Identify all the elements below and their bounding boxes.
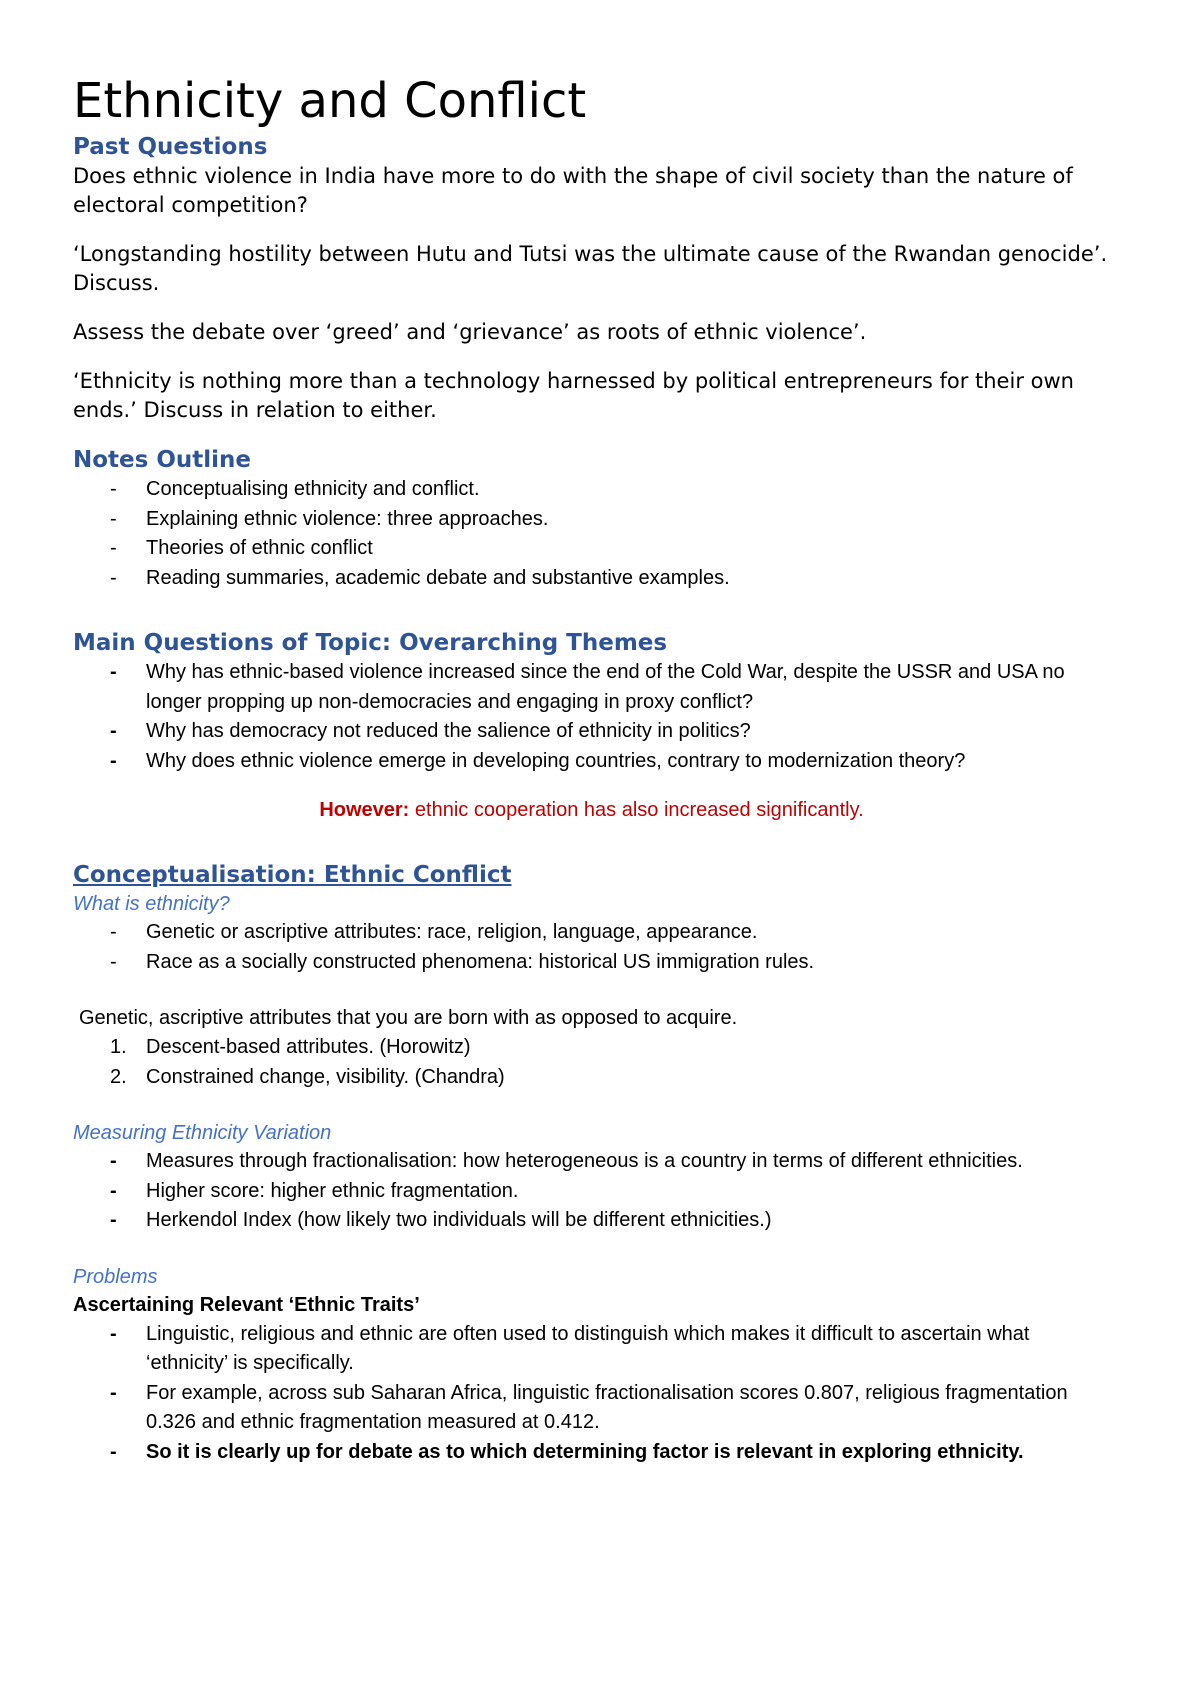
list-item: - Explaining ethnic violence: three approaches. [110,507,549,530]
however-text: ethnic cooperation has also increased significantly. [409,799,864,821]
notes-outline-list [73,475,1110,593]
list-item: - Genetic or ascriptive attributes: race, religion, language, appearance. [110,921,758,943]
conceptualisation-heading: Conceptualisation: Ethnic Conflict [73,862,512,888]
document-title: Ethnicity and Conflict [73,73,587,129]
list-item: - Higher score: higher ethnic fragmentation. [110,1179,519,1202]
list-item: - Why does ethnic violence emerge in developing countries, contrary to modernization theory? [110,749,966,772]
however-label: However: [319,799,410,821]
past-question: Assess the debate over ‘greed’ and ‘grievance’ as roots of ethnic violence’. [73,320,867,344]
problems-list [73,1320,1110,1468]
list-item: 1. Descent-based attributes. (Horowitz) [110,1036,471,1058]
list-item: 2. Constrained change, visibility. (Chandra) [110,1065,505,1088]
measuring-ethnicity-list [73,1147,1110,1236]
notes-outline-heading: Notes Outline [73,447,252,473]
past-question: ‘Ethnicity is nothing more than a technology harnessed by political entrepreneurs for their own ends.’ Discuss in relation to either. [73,369,1074,422]
list-item: - Theories of ethnic conflict [110,537,373,559]
past-question: Does ethnic violence in India have more to do with the shape of civil society than the nature of electoral competition? [73,164,1073,217]
past-question: ‘Longstanding hostility between Hutu and Tutsi was the ultimate cause of the Rwandan genocide’. Discuss. [73,242,1108,295]
attributes-numbered-list [73,1033,1110,1092]
list-item: - Herkendol Index (how likely two individuals will be different ethnicities.) [110,1209,772,1231]
list-item: - So it is clearly up for debate as to which determining factor is relevant in exploring ethnicity. [110,1440,1024,1463]
list-item: - Measures through fractionalisation: how heterogeneous is a country in terms of different ethnicities. [110,1150,1023,1172]
measuring-ethnicity-heading: Measuring Ethnicity Variation [73,1122,332,1144]
genetic-attributes-text: Genetic, ascriptive attributes that you are born with as opposed to acquire. [79,1007,738,1029]
list-item: - Reading summaries, academic debate and substantive examples. [110,566,730,589]
list-item: - Linguistic, religious and ethnic are often used to distinguish which makes it difficult to ascertain what ‘ethnicity’ is specifically. [110,1322,1030,1374]
ethnic-traits-subheading: Ascertaining Relevant ‘Ethnic Traits’ [73,1293,420,1316]
main-questions-list [73,658,1110,776]
however-note [73,796,1110,825]
list-item: - For example, across sub Saharan Africa, linguistic fractionalisation scores 0.807, religious fragmentation 0.326 and ethnic fragmentation measured at 0.412. [110,1381,1068,1433]
problems-heading: Problems [73,1265,158,1288]
main-questions-heading: Main Questions of Topic: Overarching Themes [73,630,668,656]
past-questions-heading: Past Questions [73,134,268,160]
list-item: - Why has ethnic-based violence increased since the end of the Cold War, despite the USSR and USA no longer propping up non-democracies and engaging in proxy conflict? [110,661,1065,713]
list-item: - Conceptualising ethnicity and conflict. [110,478,480,500]
what-is-ethnicity-list [73,918,1110,977]
list-item: - Race as a socially constructed phenomena: historical US immigration rules. [110,950,815,973]
what-is-ethnicity-heading: What is ethnicity? [73,893,230,915]
list-item: - Why has democracy not reduced the salience of ethnicity in politics? [110,720,751,742]
